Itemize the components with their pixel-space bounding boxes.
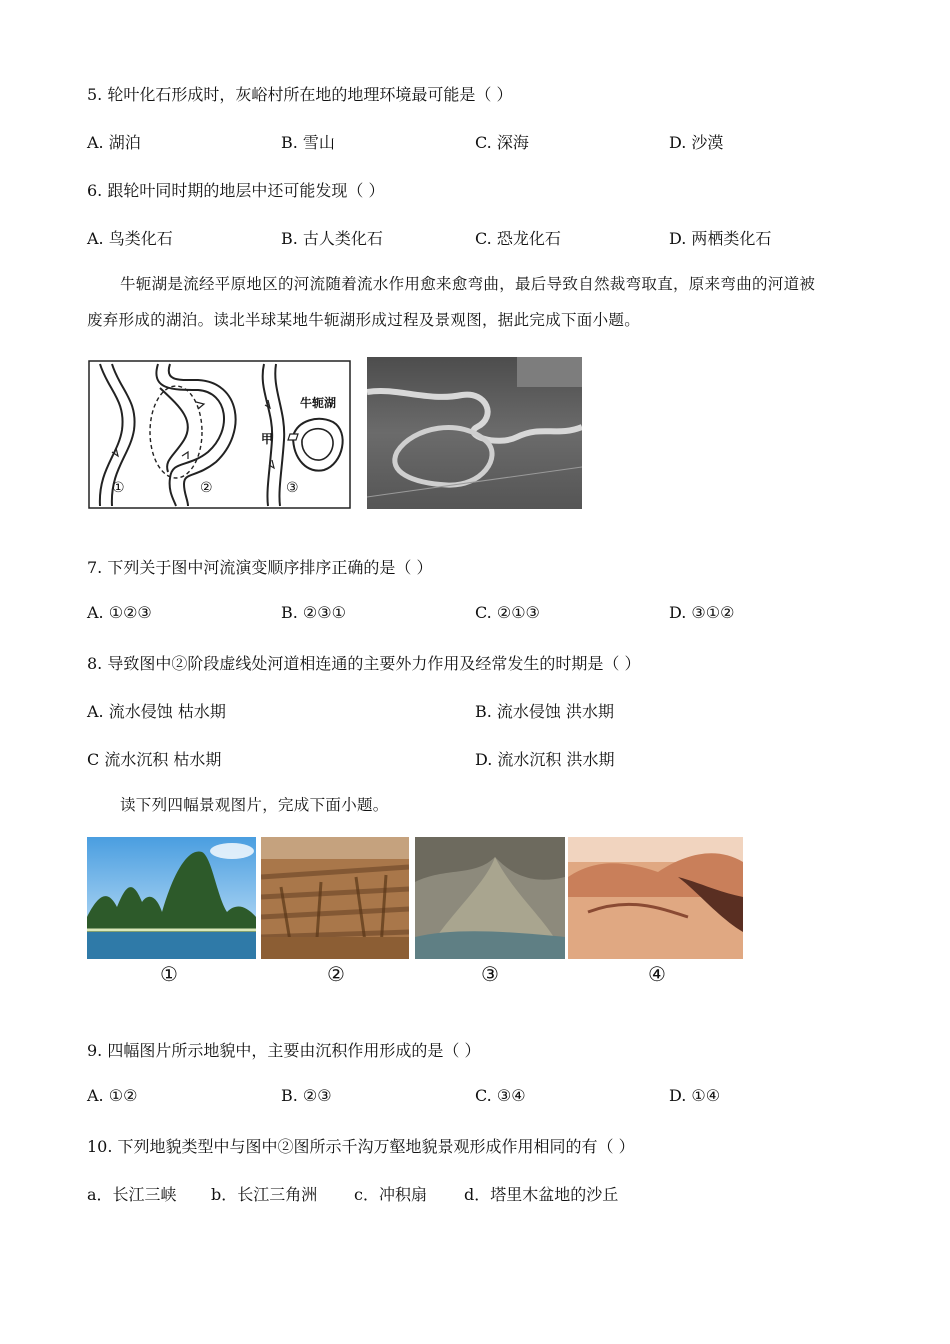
landscape-photo-alluvial-fan (415, 837, 565, 959)
q5-stem: 5. 轮叶化石形成时，灰峪村所在地的地理环境最可能是（ ） (87, 85, 513, 104)
q5-option-c: C. 深海 (475, 133, 529, 152)
q9-option-c: C. ③④ (475, 1086, 526, 1105)
q6-stem: 6. 跟轮叶同时期的地层中还可能发现（ ） (87, 181, 385, 200)
stage-2-label: ② (200, 480, 213, 496)
passage-oxbow-line2: 废弃形成的湖泊。读北半球某地牛轭湖形成过程及景观图，据此完成下面小题。 (87, 311, 641, 329)
q10-item-d: d．塔里木盆地的沙丘 (464, 1185, 619, 1204)
oxbow-lake-label: 牛轭湖 (300, 396, 337, 410)
q8-stem: 8. 导致图中②阶段虚线处河道相连通的主要外力作用及经常发生的时期是（ ） (87, 654, 641, 673)
landscape-label-4: ④ (648, 962, 666, 986)
q5-option-b: B. 雪山 (281, 133, 335, 152)
q9-option-b: B. ②③ (281, 1086, 332, 1105)
q6-option-d: D. 两栖类化石 (669, 229, 772, 248)
landscape-label-2: ② (327, 962, 345, 986)
q6-option-b: B. 古人类化石 (281, 229, 383, 248)
q9-stem: 9. 四幅图片所示地貌中，主要由沉积作用形成的是（ ） (87, 1041, 481, 1060)
oxbow-formation-diagram (88, 360, 351, 509)
q7-option-d: D. ③①② (669, 603, 735, 622)
stage-3-label: ③ (286, 480, 299, 496)
oxbow-lake-aerial-photo (367, 357, 582, 509)
landscape-label-3: ③ (481, 962, 499, 986)
q10-item-c: c．冲积扇 (354, 1185, 427, 1204)
passage-landscapes-line1: 读下列四幅景观图片，完成下面小题。 (120, 796, 389, 814)
q8-option-b: B. 流水侵蚀 洪水期 (475, 702, 615, 721)
passage-landscapes (87, 787, 862, 823)
landscape-photo-sand-dunes (568, 837, 743, 959)
passage-oxbow (87, 266, 862, 338)
q6-option-c: C. 恐龙化石 (475, 229, 561, 248)
q7-option-b: B. ②③① (281, 603, 346, 622)
q7-option-a: A. ①②③ (87, 603, 152, 622)
q8-option-d: D. 流水沉积 洪水期 (475, 750, 615, 769)
q10-item-a: a．长江三峡 (87, 1185, 177, 1204)
q10-stem: 10. 下列地貌类型中与图中②图所示千沟万壑地貌景观形成作用相同的有（ ） (87, 1137, 635, 1156)
q8-option-c: C 流水沉积 枯水期 (87, 750, 222, 769)
q5-option-a: A. 湖泊 (87, 133, 141, 152)
landscape-label-1: ① (160, 962, 178, 986)
landscape-photo-gullies (261, 837, 409, 959)
q6-option-a: A. 鸟类化石 (87, 229, 173, 248)
point-jia-label: 甲 (261, 432, 274, 446)
q9-option-d: D. ①④ (669, 1086, 721, 1105)
q9-option-a: A. ①② (87, 1086, 138, 1105)
q7-option-c: C. ②①③ (475, 603, 540, 622)
q10-item-b: b．长江三角洲 (211, 1185, 318, 1204)
passage-oxbow-line1: 牛轭湖是流经平原地区的河流随着流水作用愈来愈弯曲，最后导致自然裁弯取直，原来弯曲的河道被 (120, 275, 816, 293)
q8-option-a: A. 流水侵蚀 枯水期 (87, 702, 226, 721)
q7-stem: 7. 下列关于图中河流演变顺序排序正确的是（ ） (87, 558, 433, 577)
landscape-photo-karst (87, 837, 256, 959)
q5-option-d: D. 沙漠 (669, 133, 724, 152)
stage-1-label: ① (112, 480, 125, 496)
